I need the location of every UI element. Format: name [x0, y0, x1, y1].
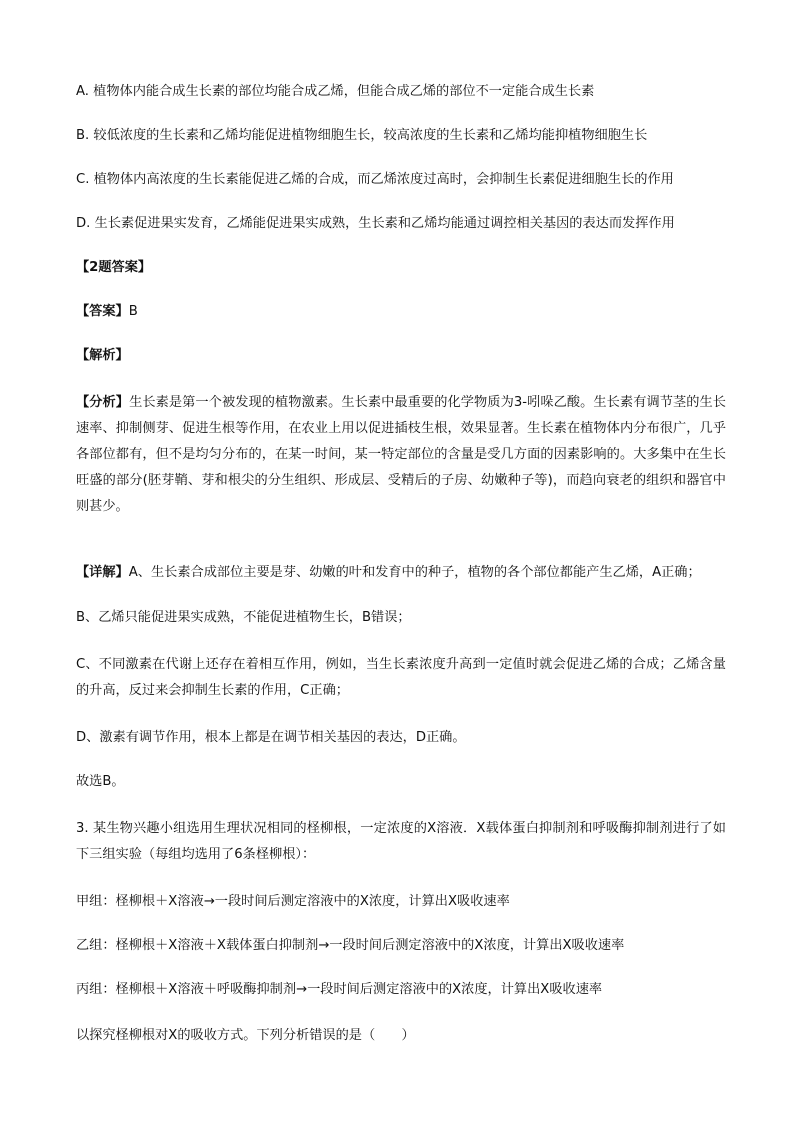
group-jia: 甲组：柽柳根＋X溶液→一段时间后测定溶液中的X浓度，计算出X吸收速率	[76, 894, 510, 909]
detail-a-paragraph	[76, 560, 726, 586]
option-b: B. 较低浓度的生长素和乙烯均能促进植物细胞生长，较高浓度的生长素和乙烯均能抑植物细胞生长	[76, 128, 648, 143]
answer-line	[76, 302, 138, 322]
analysis-tag: 【分析】	[76, 395, 130, 410]
group-yi: 乙组：柽柳根＋X溶液＋X载体蛋白抑制剂→一段时间后测定溶液中的X浓度，计算出X吸收速率	[76, 938, 625, 953]
answer-value: B	[128, 304, 138, 319]
analysis-header: 【解析】	[76, 348, 129, 363]
group-bing: 丙组：柽柳根＋X溶液＋呼吸酶抑制剂→一段时间后测定溶液中的X浓度，计算出X吸收速率	[76, 982, 603, 997]
detail-b: B、乙烯只能促进果实成熟，不能促进植物生长，B错误；	[76, 610, 411, 625]
option-d: D. 生长素促进果实发育，乙烯能促进果实成熟，生长素和乙烯均能通过调控相关基因的表达而发挥作用	[76, 216, 675, 231]
option-a: A. 植物体内能合成生长素的部位均能合成乙烯，但能合成乙烯的部位不一定能合成生长素	[76, 84, 595, 99]
analysis-text: 生长素是第一个被发现的植物激素。生长素中最重要的化学物质为3-吲哚乙酸。生长素有调节茎的生长速率、抑制侧芽、促进生根等作用，在农业上用以促进插枝生根，效果显著。生长素在植物体内分布很广，几乎各部位都有，但不是均匀分布的，在某一时间，某一特定部位的含量是受几方面的因素影响的。大多集中在生长旺盛的部分(胚芽鞘、芽和根尖的分生组织、形成层、受精后的子房、幼嫩种子等)，而趋向衰老的组织和器官中则甚少。	[76, 395, 726, 514]
analysis-paragraph	[76, 390, 726, 520]
detail-tag: 【详解】	[76, 565, 129, 580]
question-3-intro: 3. 某生物兴趣小组选用生理状况相同的柽柳根，一定浓度的X溶液．X载体蛋白抑制剂和呼吸酶抑制剂进行了如下三组实验（每组均选用了6条柽柳根）：	[76, 821, 726, 862]
answer-tag: 【答案】	[76, 304, 129, 319]
detail-a-text: A、生长素合成部位主要是芽、幼嫩的叶和发育中的种子，植物的各个部位都能产生乙烯，A正确；	[128, 565, 701, 580]
option-c: C. 植物体内高浓度的生长素能促进乙烯的合成，而乙烯浓度过高时，会抑制生长素促进细胞生长的作用	[76, 172, 674, 187]
conclusion: 故选B。	[76, 774, 125, 789]
answer-header: 【2题答案】	[76, 260, 152, 275]
detail-d: D、激素有调节作用，根本上都是在调节相关基因的表达，D正确。	[76, 730, 466, 745]
detail-c: C、不同激素在代谢上还存在着相互作用，例如，当生长素浓度升高到一定值时就会促进乙烯的合成；乙烯含量的升高，反过来会抑制生长素的作用，C正确；	[76, 657, 726, 698]
question-3-prompt: 以探究柽柳根对X的吸收方式。下列分析错误的是（ ）	[76, 1028, 415, 1043]
